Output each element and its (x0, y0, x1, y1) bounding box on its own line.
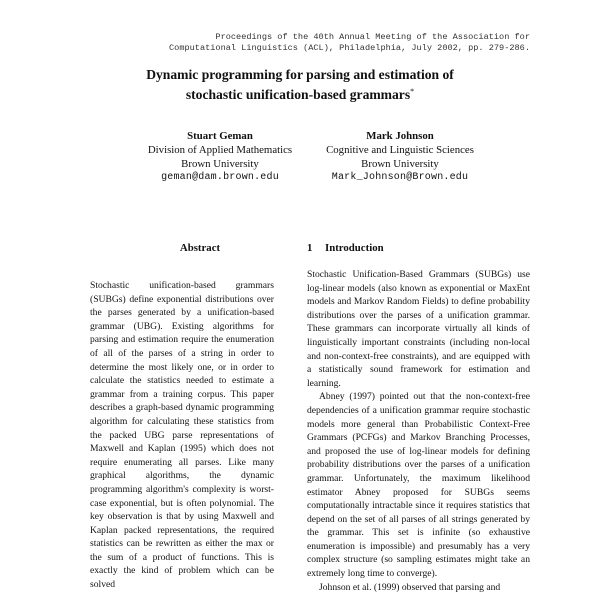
abstract-text: Stochastic unification-based grammars (SUBGs) define exponential distributions over the parses generated by a unification-based grammar (UBG). Existing algorithms for parsing and estimation require the enumeration of all of the parses of a string in order to determine the most likely one, or in order to calculate the statistics needed to estimate a grammar from a training corpus. This paper describes a graph-based dynamic programming algorithm for calculating these statistics from the packed UBG parse representations of Maxwell and Kaplan (1995) which does not require enumerating all parses. Like many graphical algorithms, the dynamic programming algorithm's complexity is worst-case exponential, but is often polynomial. The key observation is that by using Maxwell and Kaplan packed representations, the required statistics can be rewritten as either the max or the sum of a product of functions. This is exactly the kind of problem which can be solved (90, 280, 274, 591)
intro-paragraph-3: Johnson et al. (1999) observed that parsing and (319, 581, 501, 593)
title-footnote-mark: * (410, 87, 415, 96)
author-email: Mark_Johnson@Brown.edu (331, 172, 469, 183)
section-title: Introduction (325, 242, 384, 254)
proceedings-header (120, 32, 530, 54)
author-university: Brown University (361, 158, 439, 170)
introduction-heading (307, 241, 547, 255)
author-university: Brown University (181, 158, 259, 170)
author-block-geman (120, 129, 320, 185)
author-department: Division of Applied Mathematics (147, 144, 293, 156)
paper-title (60, 66, 540, 103)
abstract-heading: Abstract (179, 242, 221, 254)
author-email: geman@dam.brown.edu (161, 172, 279, 183)
intro-paragraph-2: Abney (1997) pointed out that the non-context-free dependencies of a unification grammar require stochastic models more general than Probabilistic Context-Free Grammars (PCFGs) and Markov Branching Processes, and proposed the use of log-linear models for defining probability distributions over the parses of a unification grammar. Unfortunately, the maximum likelihood estimator Abney proposed for SUBGs seems computationally intractable since it requires statistics that depend on the set of all parses of all strings generated by the grammar. This set is infinite (so exhaustive enumeration is impossible) and presumably has a very complex structure (so sampling estimates might take an extremely long time to converge). (307, 391, 530, 580)
author-block-johnson (292, 129, 508, 185)
title-line-1: Dynamic programming for parsing and estimation of (146, 67, 454, 82)
title-line-2 (60, 83, 540, 103)
author-department: Cognitive and Linguistic Sciences (326, 144, 474, 156)
introduction-body (307, 268, 530, 594)
author-name: Mark Johnson (366, 130, 434, 142)
author-name: Stuart Geman (187, 130, 253, 142)
intro-paragraph-1: Stochastic Unification-Based Grammars (SUBGs) use log-linear models (also known as exponential or MaxEnt models and Markov Random Fields) to define probability distributions over the parses of a unification grammar. These grammars can incorporate virtually all kinds of linguistically important constraints (including non-local and non-context-free constraints), and are equipped with a statistically sound framework for estimation and learning. (307, 269, 530, 389)
section-number: 1 (307, 242, 313, 254)
proceedings-line-1: Proceedings of the 40th Annual Meeting of the Association for (215, 32, 530, 42)
abstract-body (90, 279, 274, 592)
title-line-2-text: stochastic unification-based grammars (185, 87, 411, 102)
proceedings-line-2: Computational Linguistics (ACL), Philadelphia, July 2002, pp. 279-286. (169, 43, 530, 53)
